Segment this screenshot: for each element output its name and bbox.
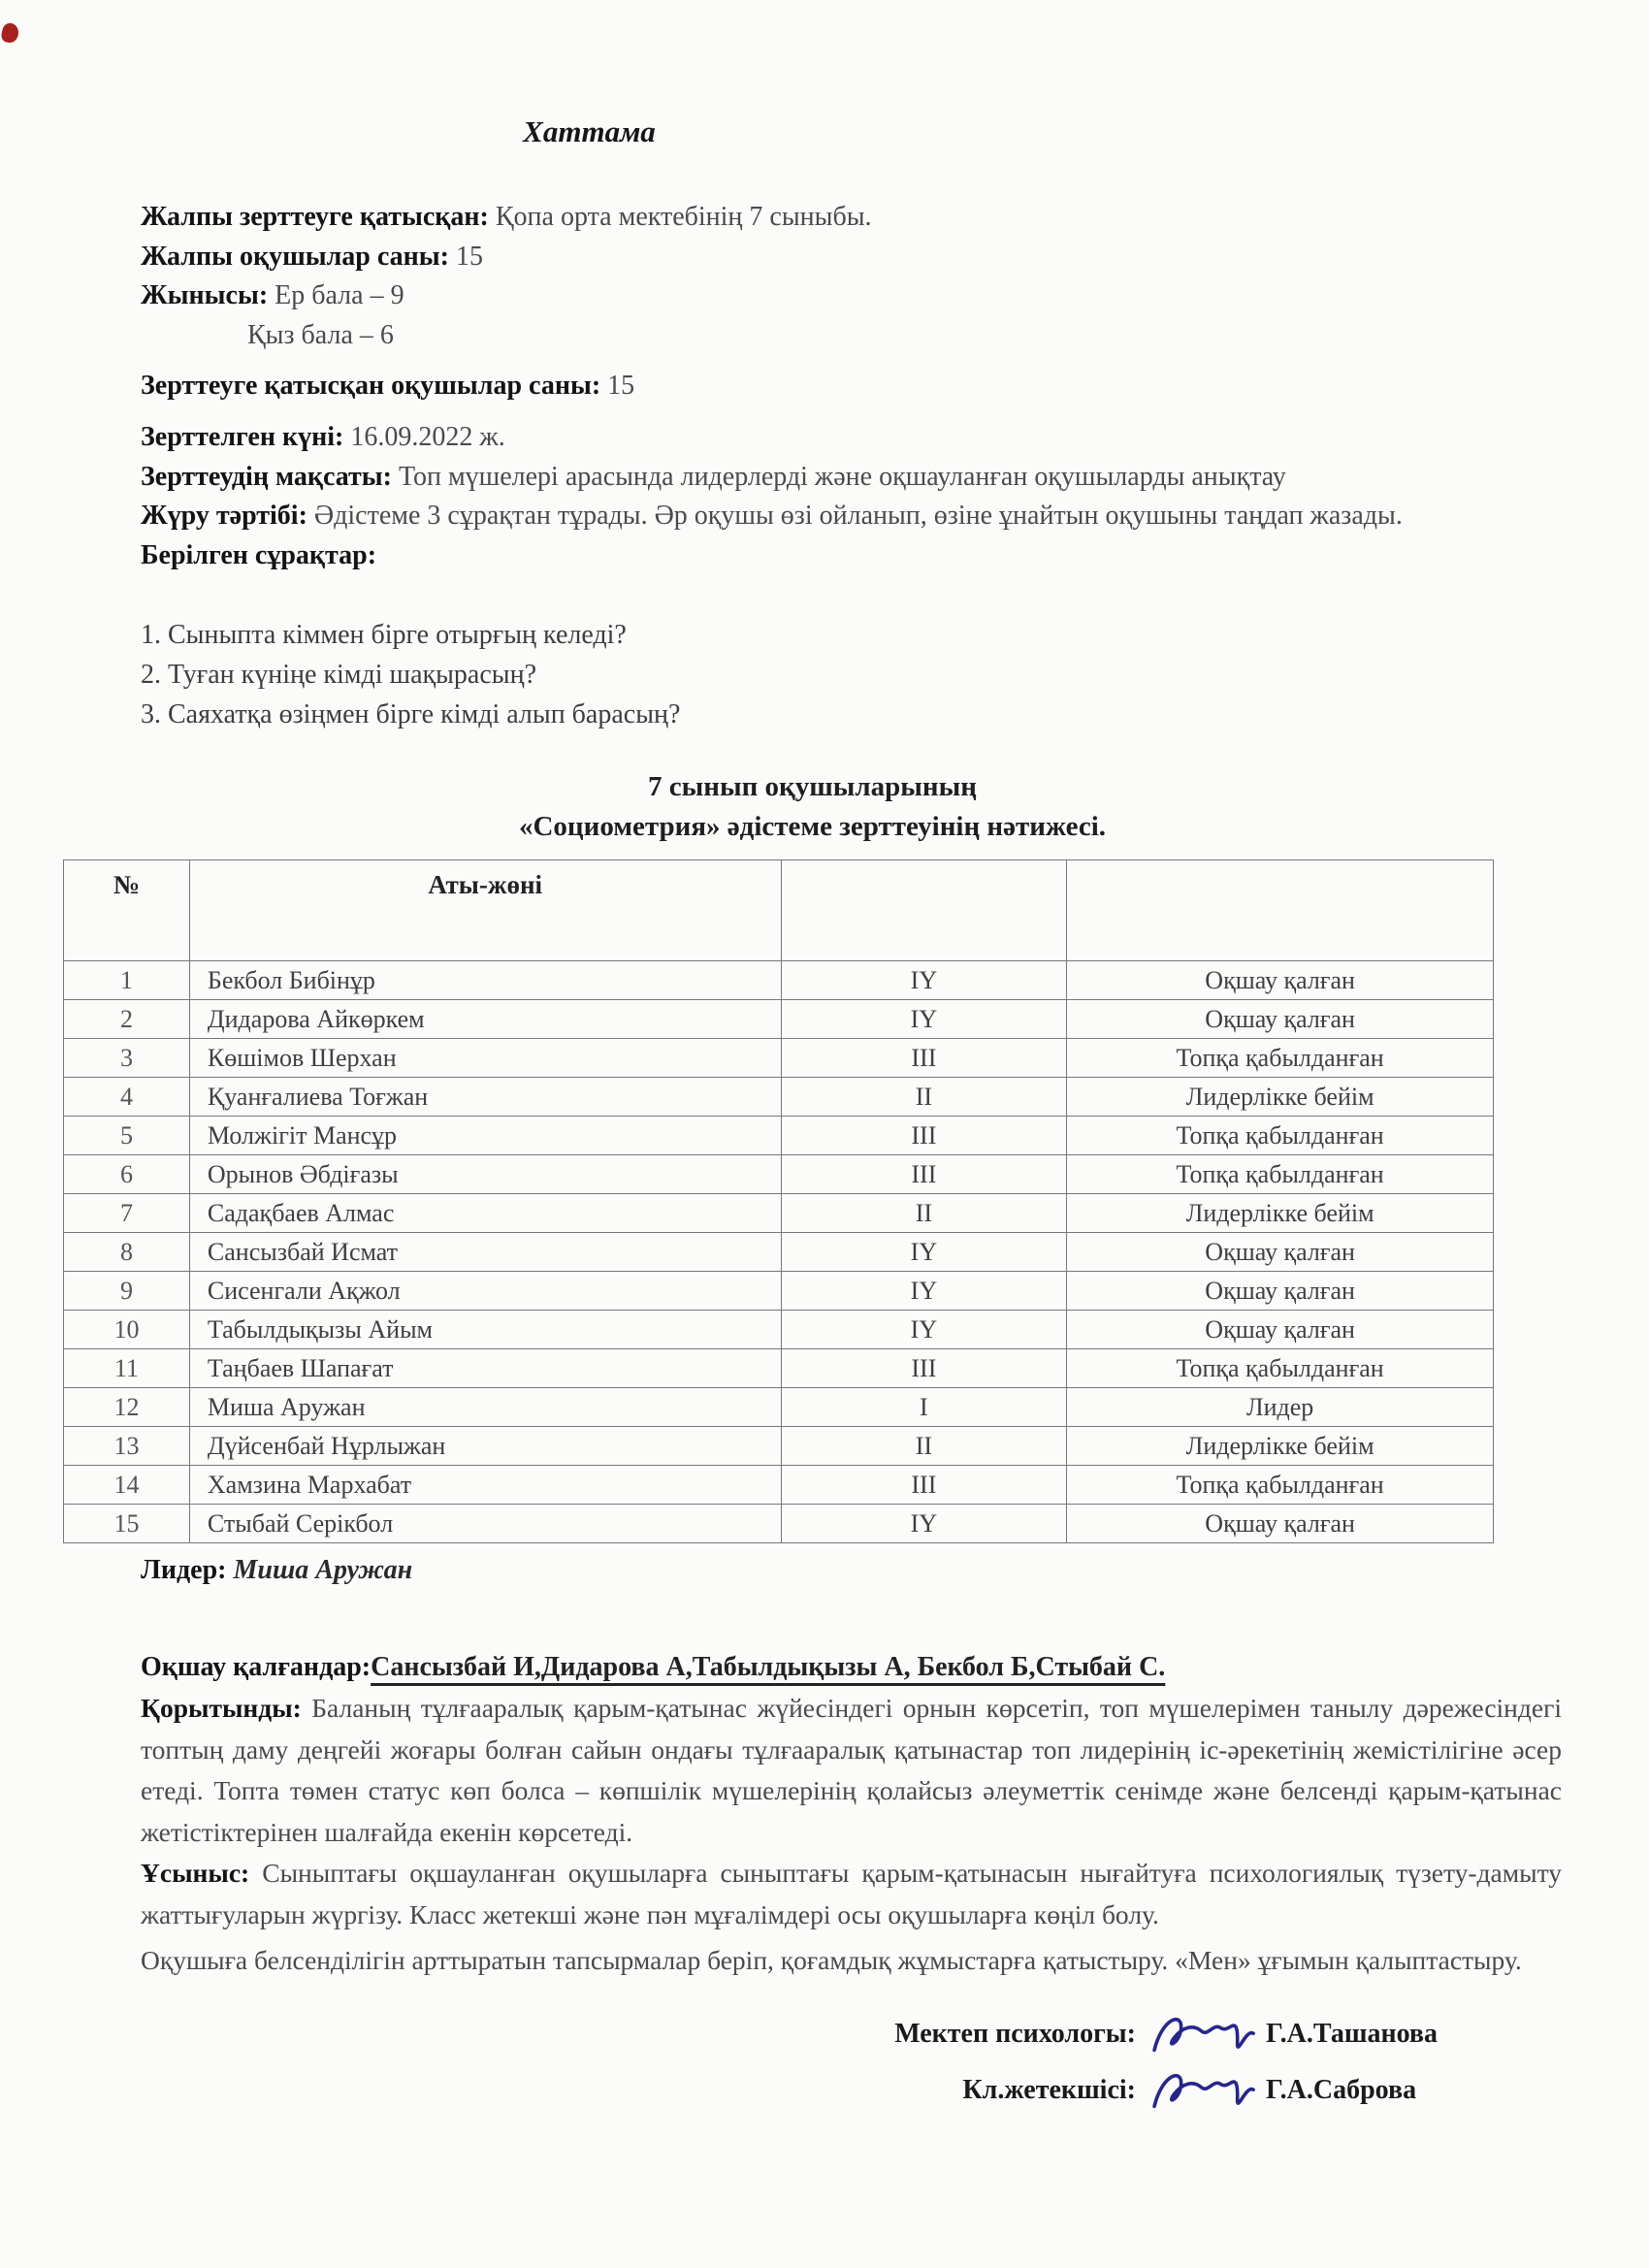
info-value: 15: [600, 371, 635, 402]
scan-corner-mark-icon: [0, 21, 20, 44]
row-status: ІІІ: [781, 1466, 1067, 1505]
row-result: Лидер: [1067, 1388, 1494, 1427]
info-value: Топ мүшелері арасында лидерлерді және оқшауланған оқушыларды анықтау: [391, 461, 1286, 492]
info-value: Қыз бала – 6: [247, 319, 394, 350]
table-row: [64, 1427, 1494, 1466]
row-result: Топқа қабылданған: [1067, 1349, 1494, 1388]
row-number: 7: [64, 1194, 190, 1233]
table-row: [64, 1039, 1494, 1078]
signature-row: [141, 2006, 1508, 2062]
col-header-status: [781, 860, 1067, 961]
row-name: Бекбол Бибінұр: [189, 961, 781, 1000]
row-status: ІІІ: [781, 1155, 1067, 1194]
question-item: 3. Саяхатқа өзіңмен бірге кімді алып барасың?: [141, 698, 681, 729]
row-status: ІІ: [781, 1194, 1067, 1233]
row-status: ІY: [781, 961, 1067, 1000]
row-number: 14: [64, 1466, 190, 1505]
info-label: Жүру тәртібі:: [141, 501, 307, 532]
results-table-head: [64, 860, 1494, 961]
info-line: [141, 458, 1562, 498]
recommendation-text: Сыныптағы оқшауланған оқушыларға сыныптағы қарым-қатынасын нығайтуға психологиялық түзету-дамыту жаттығуларын жүргізу. Класс жетекші және пән мұғалімдері осы оқушыларға көңіл болу.: [141, 1858, 1562, 1930]
row-number: 5: [64, 1117, 190, 1155]
info-value: 16.09.2022 ж.: [343, 421, 505, 452]
row-result: Топқа қабылданған: [1067, 1466, 1494, 1505]
row-number: 6: [64, 1155, 190, 1194]
row-name: Хамзина Мархабат: [189, 1466, 781, 1505]
row-number: 9: [64, 1272, 190, 1311]
info-line: [141, 316, 1562, 356]
row-name: Миша Аружан: [189, 1388, 781, 1427]
row-number: 2: [64, 1000, 190, 1039]
info-label: Зерттелген күні:: [141, 421, 344, 452]
row-number: 1: [64, 961, 190, 1000]
row-number: 15: [64, 1505, 190, 1543]
row-name: Садақбаев Алмас: [189, 1194, 781, 1233]
conclusion-paragraph: [141, 1688, 1562, 1854]
row-number: 3: [64, 1039, 190, 1078]
row-name: Молжігіт Мансұр: [189, 1117, 781, 1155]
table-heading-line2: «Социометрия» әдістеме зерттеуінің нәтижесі.: [518, 810, 1107, 842]
row-result: Топқа қабылданған: [1067, 1155, 1494, 1194]
row-result: Лидерлікке бейім: [1067, 1078, 1494, 1117]
table-row: [64, 1505, 1494, 1543]
row-result: Оқшау қалған: [1067, 1233, 1494, 1272]
info-value: Қопа орта мектебінің 7 сыныбы.: [488, 202, 872, 232]
info-label: Жалпы зерттеуге қатысқан:: [141, 202, 489, 232]
row-name: Сансызбай Исмат: [189, 1233, 781, 1272]
table-row: [64, 1233, 1494, 1272]
info-label: Берілген сұрақтар:: [141, 539, 377, 570]
row-number: 11: [64, 1349, 190, 1388]
row-name: Таңбаев Шапағат: [189, 1349, 781, 1388]
info-line: [141, 497, 1562, 536]
results-table-body: [64, 961, 1494, 1543]
question-item: 1. Сыныпта кіммен бірге отырғың келеді?: [141, 620, 627, 651]
table-row: [64, 1155, 1494, 1194]
row-result: Оқшау қалған: [1067, 1272, 1494, 1311]
row-status: ІY: [781, 1000, 1067, 1039]
table-row: [64, 1000, 1494, 1039]
row-status: ІY: [781, 1311, 1067, 1349]
row-result: Оқшау қалған: [1067, 961, 1494, 1000]
isolated-names: Сансызбай И,Дидарова А,Табылдықызы А, Бекбол Б,Стыбай С.: [371, 1651, 1166, 1682]
row-name: Дүйсенбай Нұрлыжан: [189, 1427, 781, 1466]
row-result: Топқа қабылданған: [1067, 1039, 1494, 1078]
info-value: Ер бала – 9: [268, 280, 404, 311]
info-label: Зерттеуге қатысқан оқушылар саны:: [141, 371, 601, 402]
row-name: Көшімов Шерхан: [189, 1039, 781, 1078]
row-result: Лидерлікке бейім: [1067, 1427, 1494, 1466]
info-line: [141, 238, 1562, 277]
leader-line: [141, 1551, 1562, 1591]
row-status: ІІІ: [781, 1039, 1067, 1078]
table-heading-line1: 7 сынып оқушыларының: [647, 771, 977, 803]
table-row: [64, 961, 1494, 1000]
table-row: [64, 1388, 1494, 1427]
leader-label: Лидер:: [141, 1555, 227, 1586]
isolated-label: Оқшау қалғандар:: [141, 1651, 372, 1682]
row-status: ІІ: [781, 1078, 1067, 1117]
row-result: Топқа қабылданған: [1067, 1117, 1494, 1155]
table-heading: [141, 767, 1562, 846]
row-result: Лидерлікке бейім: [1067, 1194, 1494, 1233]
row-status: ІY: [781, 1505, 1067, 1543]
row-name: Орынов Әбдіғазы: [189, 1155, 781, 1194]
recommendation-label: Ұсыныс:: [141, 1858, 250, 1889]
info-line: [141, 418, 1562, 458]
conclusion-label: Қорытынды:: [141, 1692, 302, 1723]
questions-section: [141, 616, 1562, 734]
handwritten-signature-icon: [1142, 2002, 1260, 2066]
signature-role: Кл.жетекшісі:: [962, 2075, 1136, 2106]
row-number: 13: [64, 1427, 190, 1466]
conclusion-text: Баланың тұлғааралық қарым-қатынас жүйесіндегі орнын көрсетіп, топ мүшелерімен танылу дәрежесіндегі топтың даму деңгейі жоғары болған сайын ондағы тұлғааралық қатынастар топ лидерінің іс-әрекетінің жемістілігіне әсер етеді. Топта төмен статус көп болса – көпшілік мүшелерінің қолайсыз әлеуметтік сенімде және белсенді қарым-қатынас жетістіктерінен шалғайда екенін көрсетеді.: [141, 1692, 1562, 1847]
signature-name: Г.А.Саброва: [1266, 2075, 1417, 2106]
info-line: [141, 536, 1562, 576]
info-label: Зерттеудің мақсаты:: [141, 461, 392, 492]
question-item: 2. Туған күніңе кімді шақырасың?: [141, 659, 536, 690]
row-status: ІІІ: [781, 1117, 1067, 1155]
row-name: Стыбай Серікбол: [189, 1505, 781, 1543]
signature-row: [141, 2062, 1508, 2119]
document-title: Хаттама: [523, 114, 656, 148]
row-status: І: [781, 1388, 1067, 1427]
info-label: Жынысы:: [141, 280, 269, 311]
isolated-students-line: [141, 1647, 1562, 1688]
recommendation-paragraph: [141, 1853, 1562, 1935]
table-row: [64, 1311, 1494, 1349]
col-header-number: №: [64, 860, 190, 961]
row-name: Сисенгали Ақжол: [189, 1272, 781, 1311]
col-header-result: [1067, 860, 1494, 961]
row-name: Табылдықызы Айым: [189, 1311, 781, 1349]
table-row: [64, 1078, 1494, 1117]
row-name: Қуанғалиева Тоғжан: [189, 1078, 781, 1117]
table-row: [64, 1194, 1494, 1233]
row-number: 12: [64, 1388, 190, 1427]
row-status: ІY: [781, 1233, 1067, 1272]
table-row: [64, 1349, 1494, 1388]
row-result: Оқшау қалған: [1067, 1000, 1494, 1039]
info-value: 15: [448, 241, 483, 272]
row-status: ІІ: [781, 1427, 1067, 1466]
row-name: Дидарова Айкөркем: [189, 1000, 781, 1039]
info-label: Жалпы оқушылар саны:: [141, 241, 449, 272]
extra-paragraph: Оқушыға белсенділігін арттыратын тапсырмалар беріп, қоғамдық жұмыстарға қатыстыру. «Мен» ұғымын қалыптастыру.: [141, 1944, 1522, 1975]
row-status: ІY: [781, 1272, 1067, 1311]
row-status: ІІІ: [781, 1349, 1067, 1388]
col-header-name: Аты-жөні: [189, 860, 781, 961]
info-line: [141, 198, 1562, 238]
signatures-block: [141, 2006, 1508, 2119]
signature-name: Г.А.Ташанова: [1266, 2019, 1439, 2050]
results-table: [63, 859, 1494, 1543]
info-line: [141, 367, 1562, 406]
info-value: Әдістеме 3 сұрақтан тұрады. Әр оқушы өзі ойланып, өзіне ұнайтын оқушыны таңдап жазады.: [307, 501, 1403, 532]
info-line: [141, 276, 1562, 316]
leader-name: Миша Аружан: [226, 1555, 413, 1586]
row-result: Оқшау қалған: [1067, 1311, 1494, 1349]
row-number: 8: [64, 1233, 190, 1272]
info-section: [141, 198, 1562, 575]
handwritten-signature-icon: [1142, 2058, 1260, 2122]
table-row: [64, 1466, 1494, 1505]
table-header-row: [64, 860, 1494, 961]
row-number: 4: [64, 1078, 190, 1117]
row-number: 10: [64, 1311, 190, 1349]
table-row: [64, 1117, 1494, 1155]
signature-role: Мектеп психологы:: [894, 2019, 1136, 2050]
table-row: [64, 1272, 1494, 1311]
row-result: Оқшау қалған: [1067, 1505, 1494, 1543]
